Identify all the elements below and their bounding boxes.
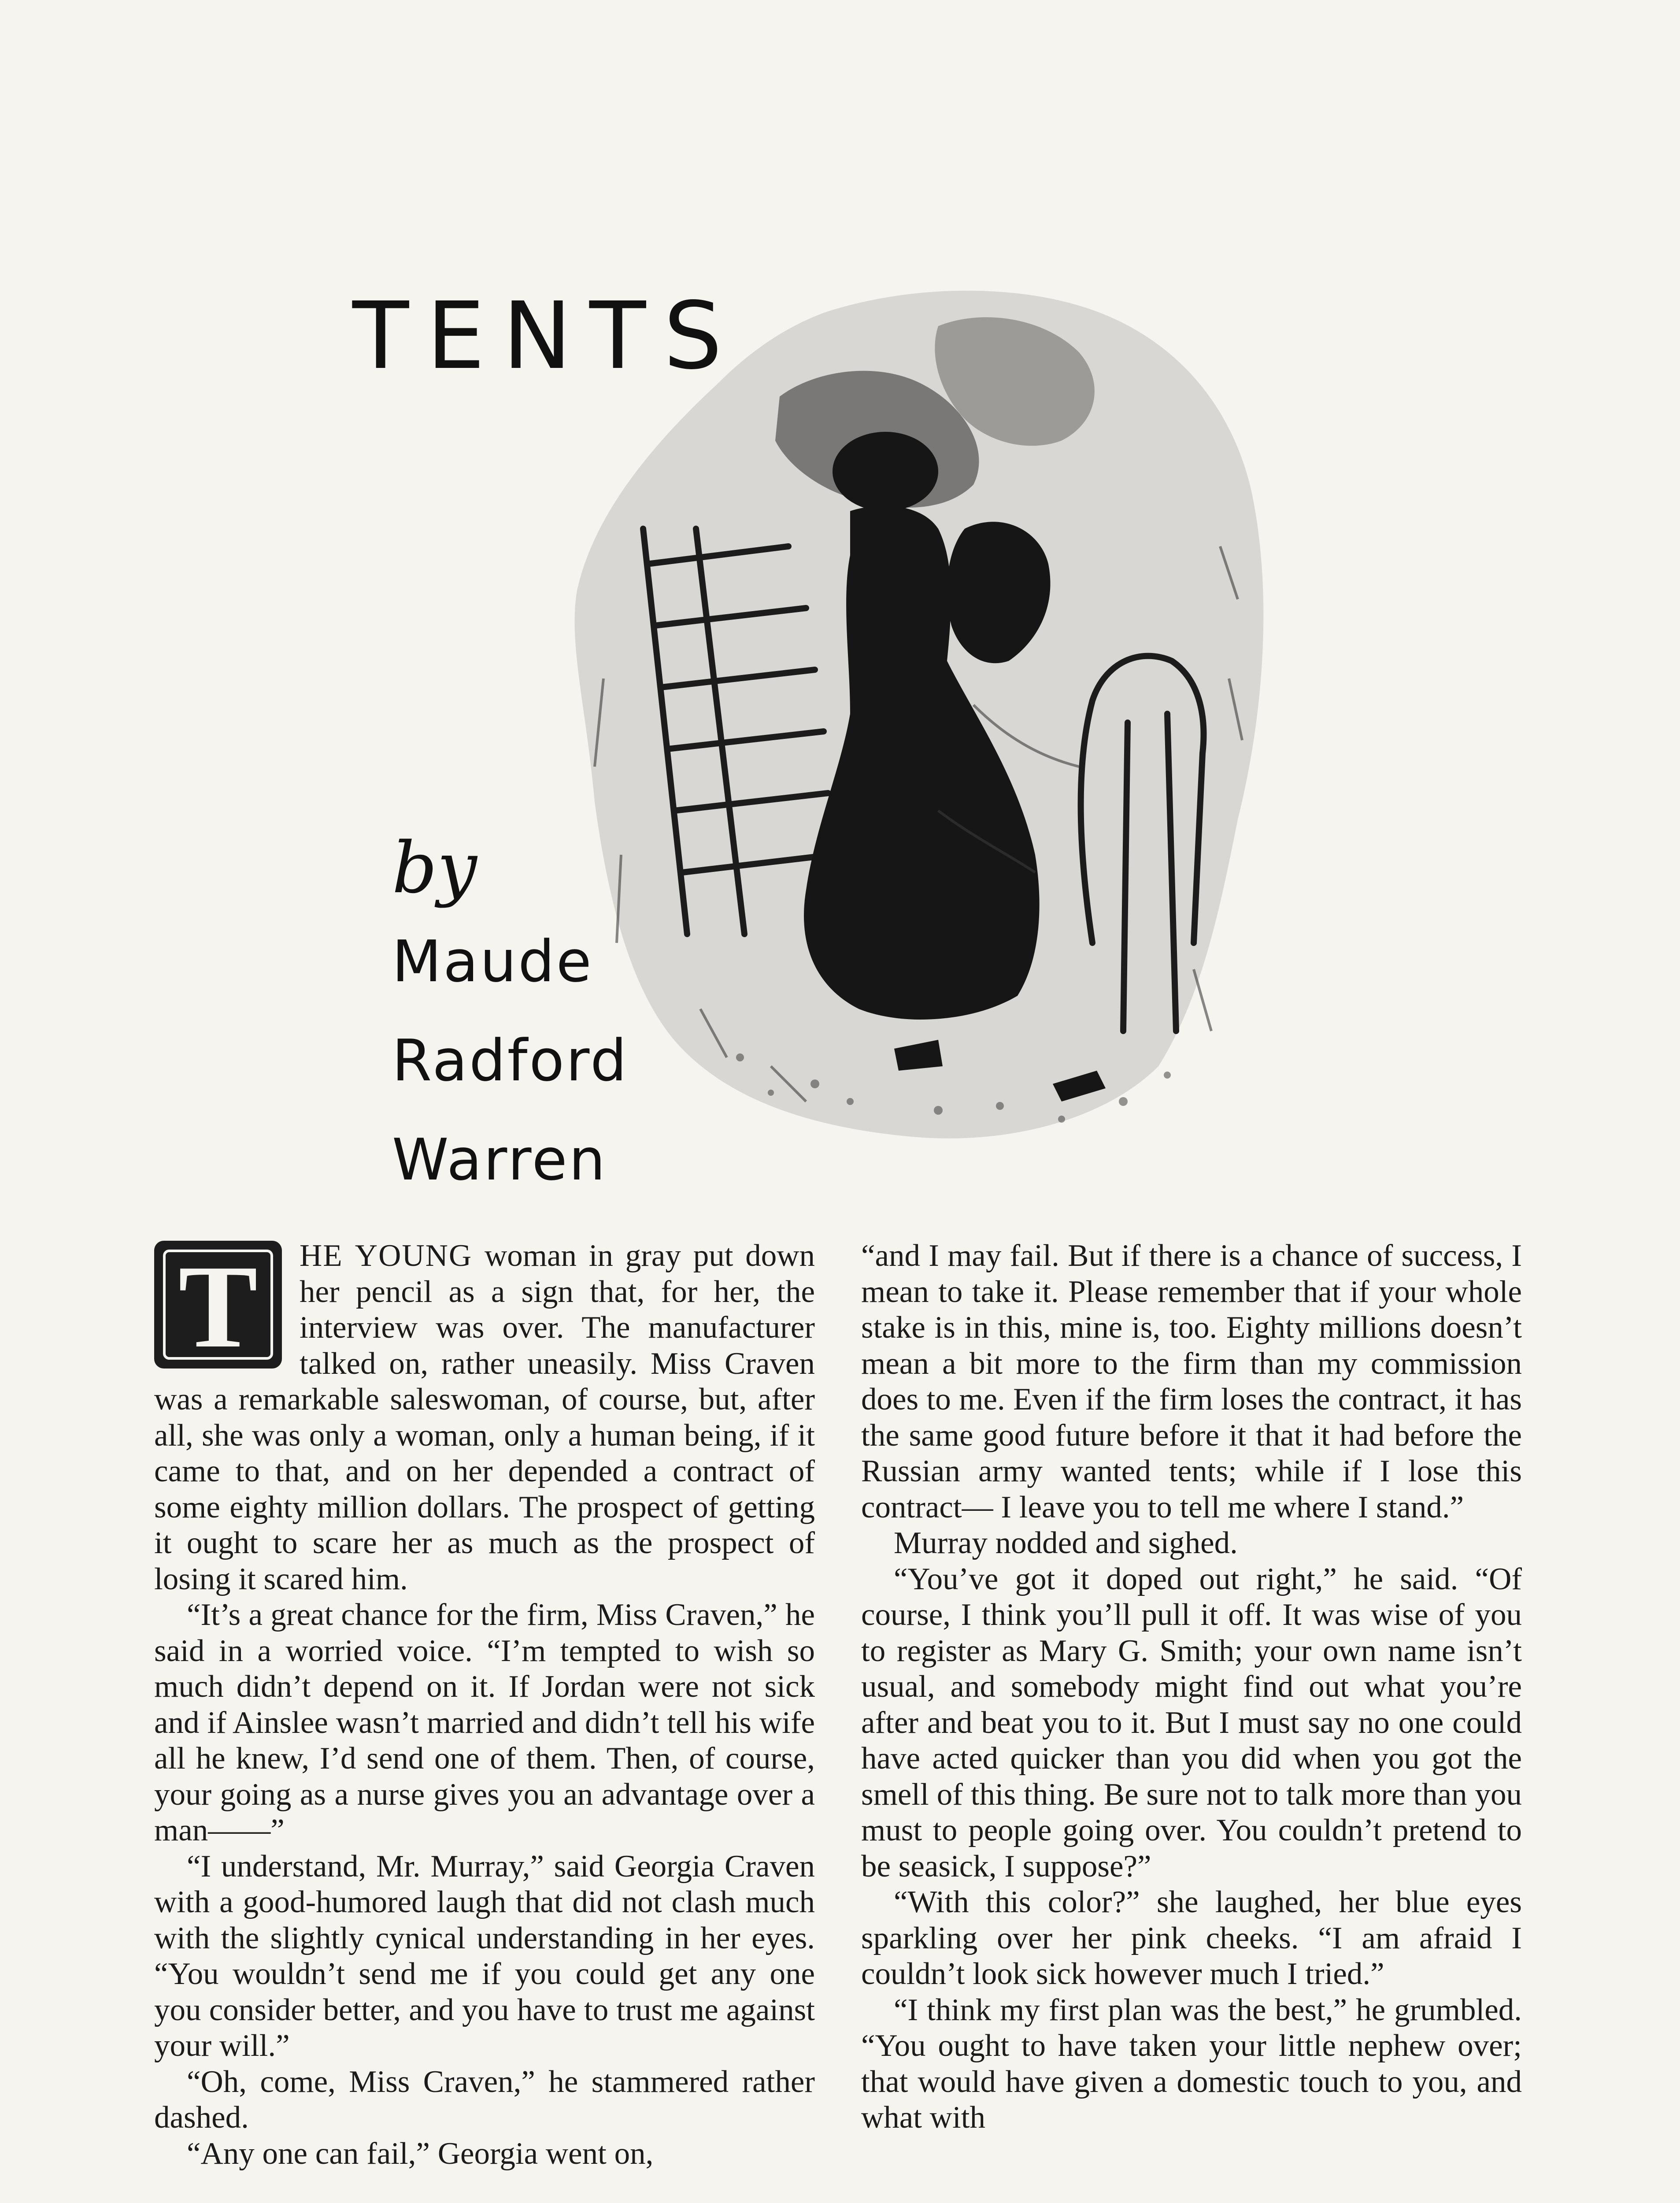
paragraph: “I understand, Mr. Murray,” said Georgia Craven with a good-humored laugh that did not clash much with the slightly cynical understanding in her eyes. “You wouldn’t send me if you could get any one you consider better, and you have to trust me against your will.” [154, 1849, 815, 2063]
lead-in: HE YOUNG [300, 1239, 473, 1273]
article-title: TENTS [352, 282, 740, 390]
paragraph: “You’ve got it doped out right,” he said. “Of course, I think you’ll pull it off. It was wise of you to register as Mary G. Smith; your own name isn’t usual, and somebody might find out what you’re after and beat you to it. But I must say no one could have acted quicker than you did when you got the smell of this thing. Be sure not to talk more than you must to people going over. You couldn’t pretend to be seasick, I suppose?” [861, 1561, 1522, 1884]
author-first-name: Maude [392, 928, 593, 995]
byline-by: by [392, 827, 477, 909]
paragraph-text: woman in gray put down her pencil as a sign that, for her, the interview was over. The manufacturer talked on, rather uneasily. Miss Craven was a remarkable saleswoman, of course, but, after all, she was only a woman, only a human being, if it came to that, and on her depended a contract of some eighty million dollars. The prospect of getting it ought to scare her as much as the prospect of losing it scared him. [154, 1239, 815, 1596]
paragraph: “Oh, come, Miss Craven,” he stammered rather dashed. [154, 2064, 815, 2135]
article-column-right [861, 1238, 1522, 2136]
author-last-name: Warren [392, 1126, 607, 1193]
author-middle-name: Radford [392, 1027, 629, 1094]
paragraph: “I think my first plan was the best,” he grumbled. “You ought to have taken your little nephew over; that would have given a domestic touch to you, and what with [861, 1992, 1522, 2135]
drop-cap-letter: T [178, 1241, 258, 1372]
paragraph: “and I may fail. But if there is a chance of success, I mean to take it. Please remember that if your whole stake is in this, mine is, too. Eighty millions doesn’t mean a bit more to the firm than my commission does to me. Even if the firm loses the contract, it has the same good future before it that it had before the Russian army wanted tents; while if I lose this contract— I leave you to tell me where I stand.” [861, 1239, 1522, 1524]
paragraph: “Any one can fail,” Georgia went on, [187, 2136, 654, 2171]
article-column-left [154, 1238, 815, 2172]
paragraph: “It’s a great chance for the firm, Miss Craven,” he said in a worried voice. “I’m tempted to wish so much didn’t depend on it. If Jordan were not sick and if Ainslee wasn’t married and didn’t tell his wife all he knew, I’d send one of them. Then, of course, your going as a nurse gives you an advantage over a man——” [154, 1598, 815, 1847]
paragraph: Murray nodded and sighed. [894, 1526, 1238, 1560]
paragraph: “With this color?” she laughed, her blue eyes sparkling over her pink cheeks. “I am afraid I couldn’t look sick however much I tried.” [861, 1885, 1522, 1991]
illustration-woman-with-deck-chairs-icon [542, 282, 1317, 1159]
drop-cap [154, 1241, 282, 1372]
byline [392, 827, 629, 1209]
